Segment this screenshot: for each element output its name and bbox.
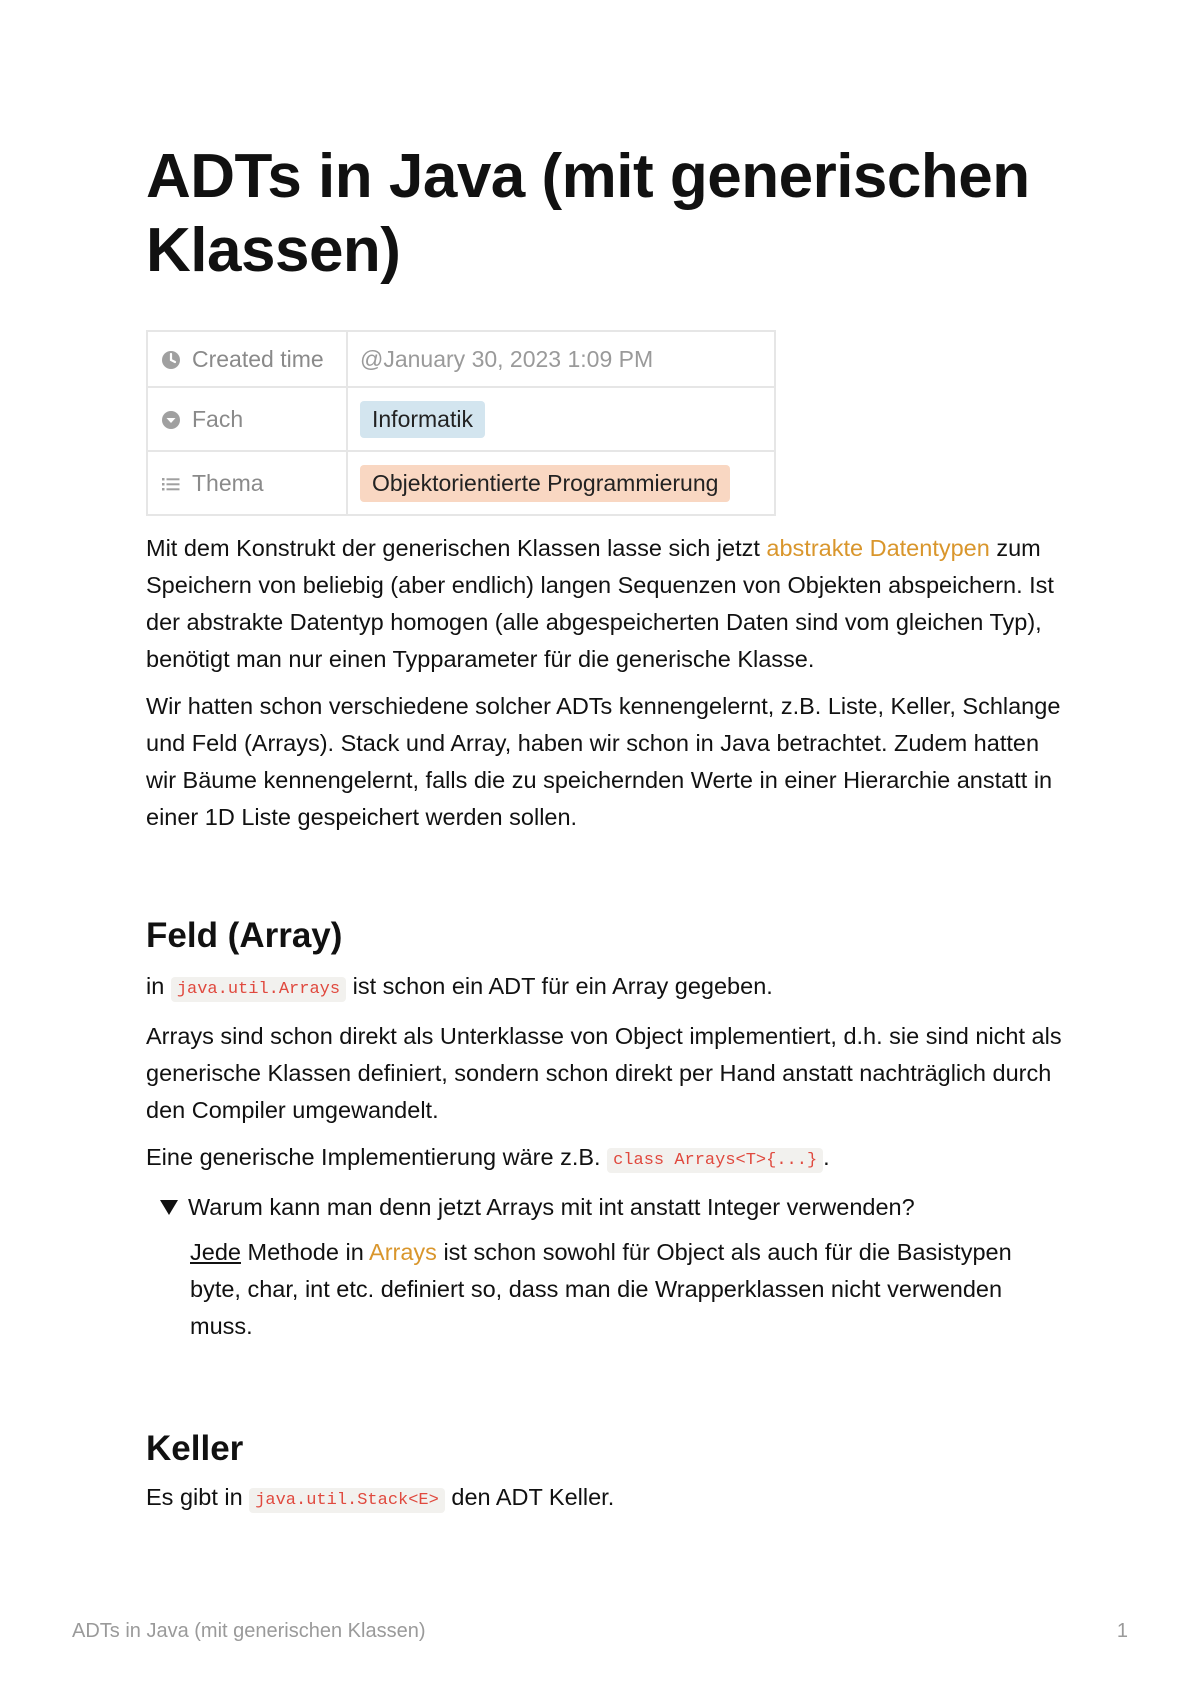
tag-informatik[interactable]: Informatik <box>360 401 485 438</box>
toggle-question: Warum kann man denn jetzt Arrays mit int anstatt Integer verwenden? <box>188 1194 915 1220</box>
property-name-cell <box>147 331 347 387</box>
property-row-fach <box>147 387 775 451</box>
text-span: Eine generische Implementierung wäre z.B. <box>146 1144 608 1170</box>
text-span: Methode in <box>240 1239 370 1265</box>
text-span: ist schon ein ADT für ein Array gegeben. <box>346 973 773 999</box>
properties-table <box>146 330 776 516</box>
property-name: Created time <box>192 345 324 372</box>
array-paragraph-3 <box>146 1139 1066 1179</box>
toggle-content <box>146 1234 1066 1345</box>
intro-paragraph-1 <box>146 530 1066 678</box>
triangle-down-icon[interactable] <box>160 1200 178 1215</box>
inline-code: class Arrays<T>{...} <box>607 1148 823 1173</box>
keller-paragraph-1 <box>146 1479 1066 1519</box>
heading-feld-array: Feld (Array) <box>146 916 343 955</box>
property-name-cell <box>147 387 347 451</box>
text-span: Es gibt in <box>146 1484 250 1510</box>
toggle-answer <box>190 1234 1066 1345</box>
inline-code: java.util.Arrays <box>171 977 346 1002</box>
array-paragraph-1 <box>146 968 1066 1008</box>
intro-paragraph-2: Wir hatten schon verschiedene solcher ADTs kennengelernt, z.B. Liste, Keller, Schlange und Feld (Arrays). Stack und Array, haben wir schon in Java betrachtet. Zudem hatten wir Bäume kennengelernt, falls die zu speichernden Werte in einer Hierarchie anstatt in einer 1D Liste gespeichert werden sollen. <box>146 693 1061 830</box>
page-title: ADTs in Java (mit generischen Klassen) <box>146 142 1030 285</box>
property-name-cell <box>147 451 347 515</box>
property-value-cell <box>347 387 775 451</box>
text-span: in <box>146 973 171 999</box>
footer-page-number: 1 <box>1116 1620 1128 1642</box>
page-content <box>146 140 1066 1519</box>
select-icon <box>160 409 182 431</box>
property-row-created <box>147 331 775 387</box>
toggle-header[interactable] <box>146 1189 1066 1226</box>
toggle-block <box>146 1189 1066 1345</box>
link-abstrakte-datentypen[interactable]: abstrakte Datentypen <box>766 535 990 561</box>
inline-code: java.util.Stack<E> <box>249 1488 445 1513</box>
property-value-created: @January 30, 2023 1:09 PM <box>347 331 775 387</box>
clock-icon <box>160 349 182 371</box>
footer-title: ADTs in Java (mit generischen Klassen) <box>72 1620 426 1642</box>
text-span: ist schon sowohl für Object als auch für die Basistypen byte, char, int etc. definiert so, dass man die Wrapperklassen nicht verwenden muss. <box>190 1239 1012 1339</box>
text-span: Mit dem Konstrukt der generischen Klassen lasse sich jetzt <box>146 535 767 561</box>
link-arrays[interactable]: Arrays <box>369 1239 437 1265</box>
property-row-thema <box>147 451 775 515</box>
array-paragraph-2: Arrays sind schon direkt als Unterklasse von Object implementiert, d.h. sie sind nicht als generische Klassen definiert, sondern schon direkt per Hand anstatt nachträglich durch den Compiler umgewandelt. <box>146 1023 1062 1123</box>
underlined-text: Jede <box>190 1239 241 1265</box>
heading-keller: Keller <box>146 1429 244 1468</box>
property-value-cell <box>347 451 775 515</box>
text-span: . <box>823 1144 830 1170</box>
property-name: Fach <box>192 405 244 432</box>
tag-oop[interactable]: Objektorientierte Programmierung <box>360 465 730 502</box>
text-span: den ADT Keller. <box>444 1484 615 1510</box>
property-name: Thema <box>192 469 264 496</box>
list-icon <box>160 473 182 495</box>
text-span: zum Speichern von beliebig (aber endlich) langen Sequenzen von Objekten abspeichern. Ist der abstrakte Datentyp homogen (alle abgespeicherten Daten sind vom gleichen Typ), benötigt man nur einen Typparameter für die generische Klasse. <box>146 535 1054 672</box>
